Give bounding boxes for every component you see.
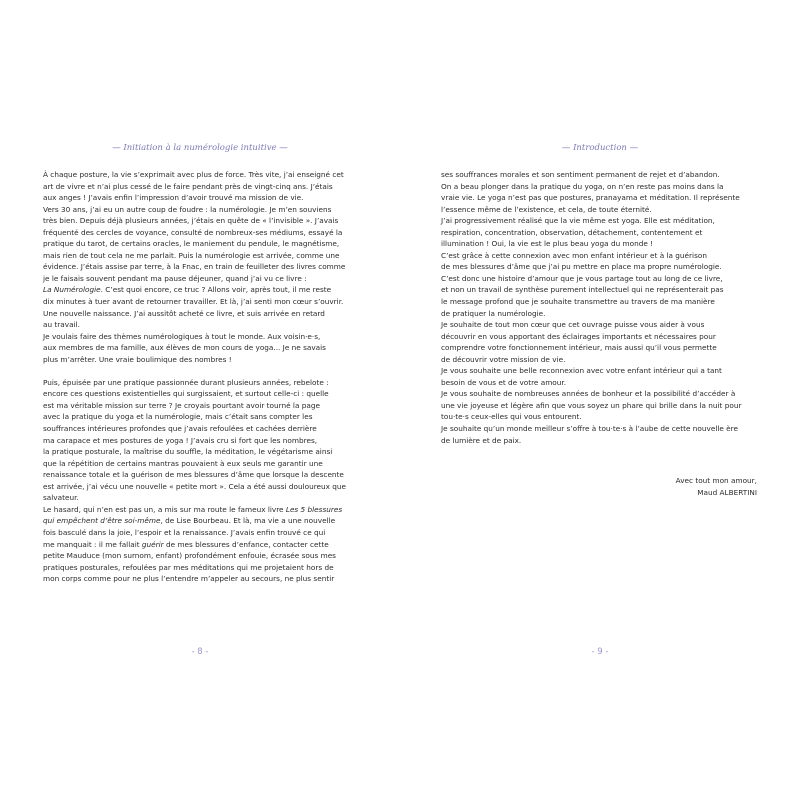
text-line: Je souhaite qu’un monde meilleur s’offre à tou·te·s à l’aube de cette nouvelle ère xyxy=(441,424,739,434)
text-line: Je souhaite de tout mon cœur que cet ouvrage puisse vous aider à vous xyxy=(441,320,705,330)
signature-name: Maud ALBERTINI xyxy=(697,487,757,497)
text-line: On a beau plonger dans la pratique du yoga, on n’en reste pas moins dans la xyxy=(441,181,724,191)
text-line: de pratiquer la numérologie. xyxy=(441,308,546,318)
emphasis: Les 5 blessures xyxy=(285,504,343,514)
text-line: Je voulais faire des thèmes numérologiques à tout le monde. Aux voisin·e·s, xyxy=(43,331,321,341)
text-line: de lumière et de paix. xyxy=(441,435,522,445)
text-line: aux anges ! J’avais enfin l’impression d’avoir trouvé ma mission de vie. xyxy=(43,193,304,203)
text-line: Puis, épuisée par une pratique passionnée durant plusieurs années, rebelote : xyxy=(43,377,329,387)
paragraph-gap xyxy=(43,365,353,377)
running-header: — Initiation à la numérologie intuitive — xyxy=(112,143,288,153)
text-line: plus m’arrêter. Une vraie boulimique des nombres ! xyxy=(43,354,232,364)
text-line: salvateur. xyxy=(43,493,79,503)
right-page xyxy=(400,0,800,800)
signature-closing: Avec tout mon amour, xyxy=(675,476,757,485)
text-line: J’ai progressivement réalisé que la vie même est yoga. Elle est méditation, xyxy=(441,216,715,226)
page-body-text xyxy=(43,169,353,585)
text-line: très bien. Depuis déjà plusieurs années, j’étais en quête de « l’invisible ». J’avais xyxy=(43,216,339,226)
text-line: qui empêchent d’être soi-même, de Lise Bourbeau. Et là, ma vie a une nouvelle xyxy=(43,516,336,526)
emphasis: guérir xyxy=(141,539,164,549)
text-line: art de vivre et n’ai plus cessé de le faire pendant près de vingt-cinq ans. J’étais xyxy=(43,181,333,191)
text-line: vraie vie. Le yoga n’est pas que postures, pranayama et méditation. Il représente xyxy=(441,193,740,203)
text-line: C’est donc une histoire d’amour que je vous partage tout au long de ce livre, xyxy=(441,273,723,283)
text-line: pratique du tarot, de certains oracles, le maniement du pendule, le magnétisme, xyxy=(43,239,340,249)
text-line: La Numérologie. C’est quoi encore, ce truc ? Allons voir, après tout, il me reste xyxy=(43,285,332,295)
text-line: que la répétition de certains mantras pouvaient à eux seuls me garantir une xyxy=(43,458,323,468)
text-line: la pratique posturale, la maîtrise du souffle, la méditation, le végétarisme ainsi xyxy=(43,447,333,457)
page-number: - 8 - xyxy=(191,647,209,657)
text-line: mon corps comme pour ne plus l’entendre m’appeler au secours, ne plus sentir xyxy=(43,574,335,584)
text-line: Je vous souhaite une belle reconnexion avec votre enfant intérieur qui a tant xyxy=(441,366,722,376)
emphasis: qui empêchent d’être soi-même xyxy=(43,516,161,526)
text-line: de découvrir votre mission de vie. xyxy=(441,354,566,364)
text-line: évidence. J’étais assise par terre, à la Fnac, en train de feuilleter des livres comme xyxy=(43,262,346,272)
text-line: fois basculé dans la joie, l’espoir et la renaissance. J’avais enfin trouvé ce qui xyxy=(43,527,326,537)
text-line: pratiques posturales, refoulées par mes méditations qui me projetaient hors de xyxy=(43,562,334,572)
text-line: je le faisais souvent pendant ma pause déjeuner, quand j’ai vu ce livre : xyxy=(43,273,307,283)
text-line: découvrir en vous apportant des éclairages importants et nécessaires pour xyxy=(441,331,716,341)
text-line: dix minutes à tuer avant de retourner travailler. Et là, j’ai senti mon cœur s’ouvrir. xyxy=(43,297,344,307)
text-line: ma carapace et mes postures de yoga ! J’avais cru si fort que les nombres, xyxy=(43,435,318,445)
text-line: comprendre votre fonctionnement intérieur, mais aussi qu’il vous permette xyxy=(441,343,717,353)
emphasis: La Numérologie xyxy=(43,285,101,295)
text-line: et non un travail de synthèse purement intellectuel qui ne représenterait pas xyxy=(441,285,724,295)
text-line: souffrances intérieures profondes que j’avais refoulées et cachées derrière xyxy=(43,424,317,434)
page-number: - 9 - xyxy=(591,647,609,657)
text-line: le message profond que je souhaite transmettre au travers de ma manière xyxy=(441,297,715,307)
text-line: est ma véritable mission sur terre ? Je croyais pourtant avoir tourné la page xyxy=(43,400,320,410)
text-line: une vie joyeuse et légère afin que vous soyez un phare qui brille dans la nuit pour xyxy=(441,400,742,410)
text-line: respiration, concentration, observation, détachement, contentement et xyxy=(441,227,703,237)
text-line: me manquait : il me fallait guérir de mes blessures d’enfance, contacter cette xyxy=(43,539,329,549)
text-line: de mes blessures d’âme que j’ai pu mettre en place ma propre numérologie. xyxy=(441,262,722,272)
page-body-text xyxy=(441,169,761,446)
text-line: tou·te·s ceux-elles qui vous entourent. xyxy=(441,412,582,422)
text-line: Vers 30 ans, j’ai eu un autre coup de foudre : la numérologie. Je m’en souviens xyxy=(43,204,332,214)
text-line: À chaque posture, la vie s’exprimait avec plus de force. Très vite, j’ai enseigné cet xyxy=(43,170,344,179)
text-line: aux membres de ma famille, aux élèves de mon cours de yoga... Je ne savais xyxy=(43,343,326,353)
text-line: est arrivée, j’ai vécu une nouvelle « petite mort ». Cela a été aussi douloureux que xyxy=(43,481,347,491)
text-line: ses souffrances morales et son sentiment permanent de rejet et d’abandon. xyxy=(441,170,720,179)
text-line: avec la pratique du yoga et la numérologie, mais c’était sans compter les xyxy=(43,412,313,422)
text-line: encore ces questions existentielles qui surgissaient, et surtout celle-ci : quelle xyxy=(43,389,329,399)
text-line: besoin de vous et de votre amour. xyxy=(441,377,567,387)
text-line: l’essence même de l’existence, et cela, de toute éternité. xyxy=(441,204,652,214)
text-line: fréquenté des cercles de voyance, consulté de nombreux-ses médiums, essayé la xyxy=(43,227,343,237)
text-line: petite Mauduce (mon surnom, enfant) profondément enfouie, écrasée sous mes xyxy=(43,551,336,561)
running-header: — Introduction — xyxy=(561,143,639,153)
text-line: Une nouvelle naissance. J’ai aussitôt acheté ce livre, et suis arrivée en retard xyxy=(43,308,325,318)
text-line: renaissance totale et la guérison de mes blessures d’âme que lorsque la descente xyxy=(43,470,344,480)
text-line: Je vous souhaite de nombreuses années de bonheur et la possibilité d’accéder à xyxy=(441,389,736,399)
signature-block xyxy=(676,475,757,498)
text-line: au travail. xyxy=(43,320,80,330)
text-line: C’est grâce à cette connexion avec mon enfant intérieur et à la guérison xyxy=(441,250,707,260)
text-line: Le hasard, qui n’en est pas un, a mis sur ma route le fameux livre Les 5 blessures xyxy=(43,504,343,514)
text-line: mais rien de tout cela ne me parlait. Puis la numérologie est arrivée, comme une xyxy=(43,250,340,260)
text-line: illumination ! Oui, la vie est le plus beau yoga du monde ! xyxy=(441,239,654,249)
